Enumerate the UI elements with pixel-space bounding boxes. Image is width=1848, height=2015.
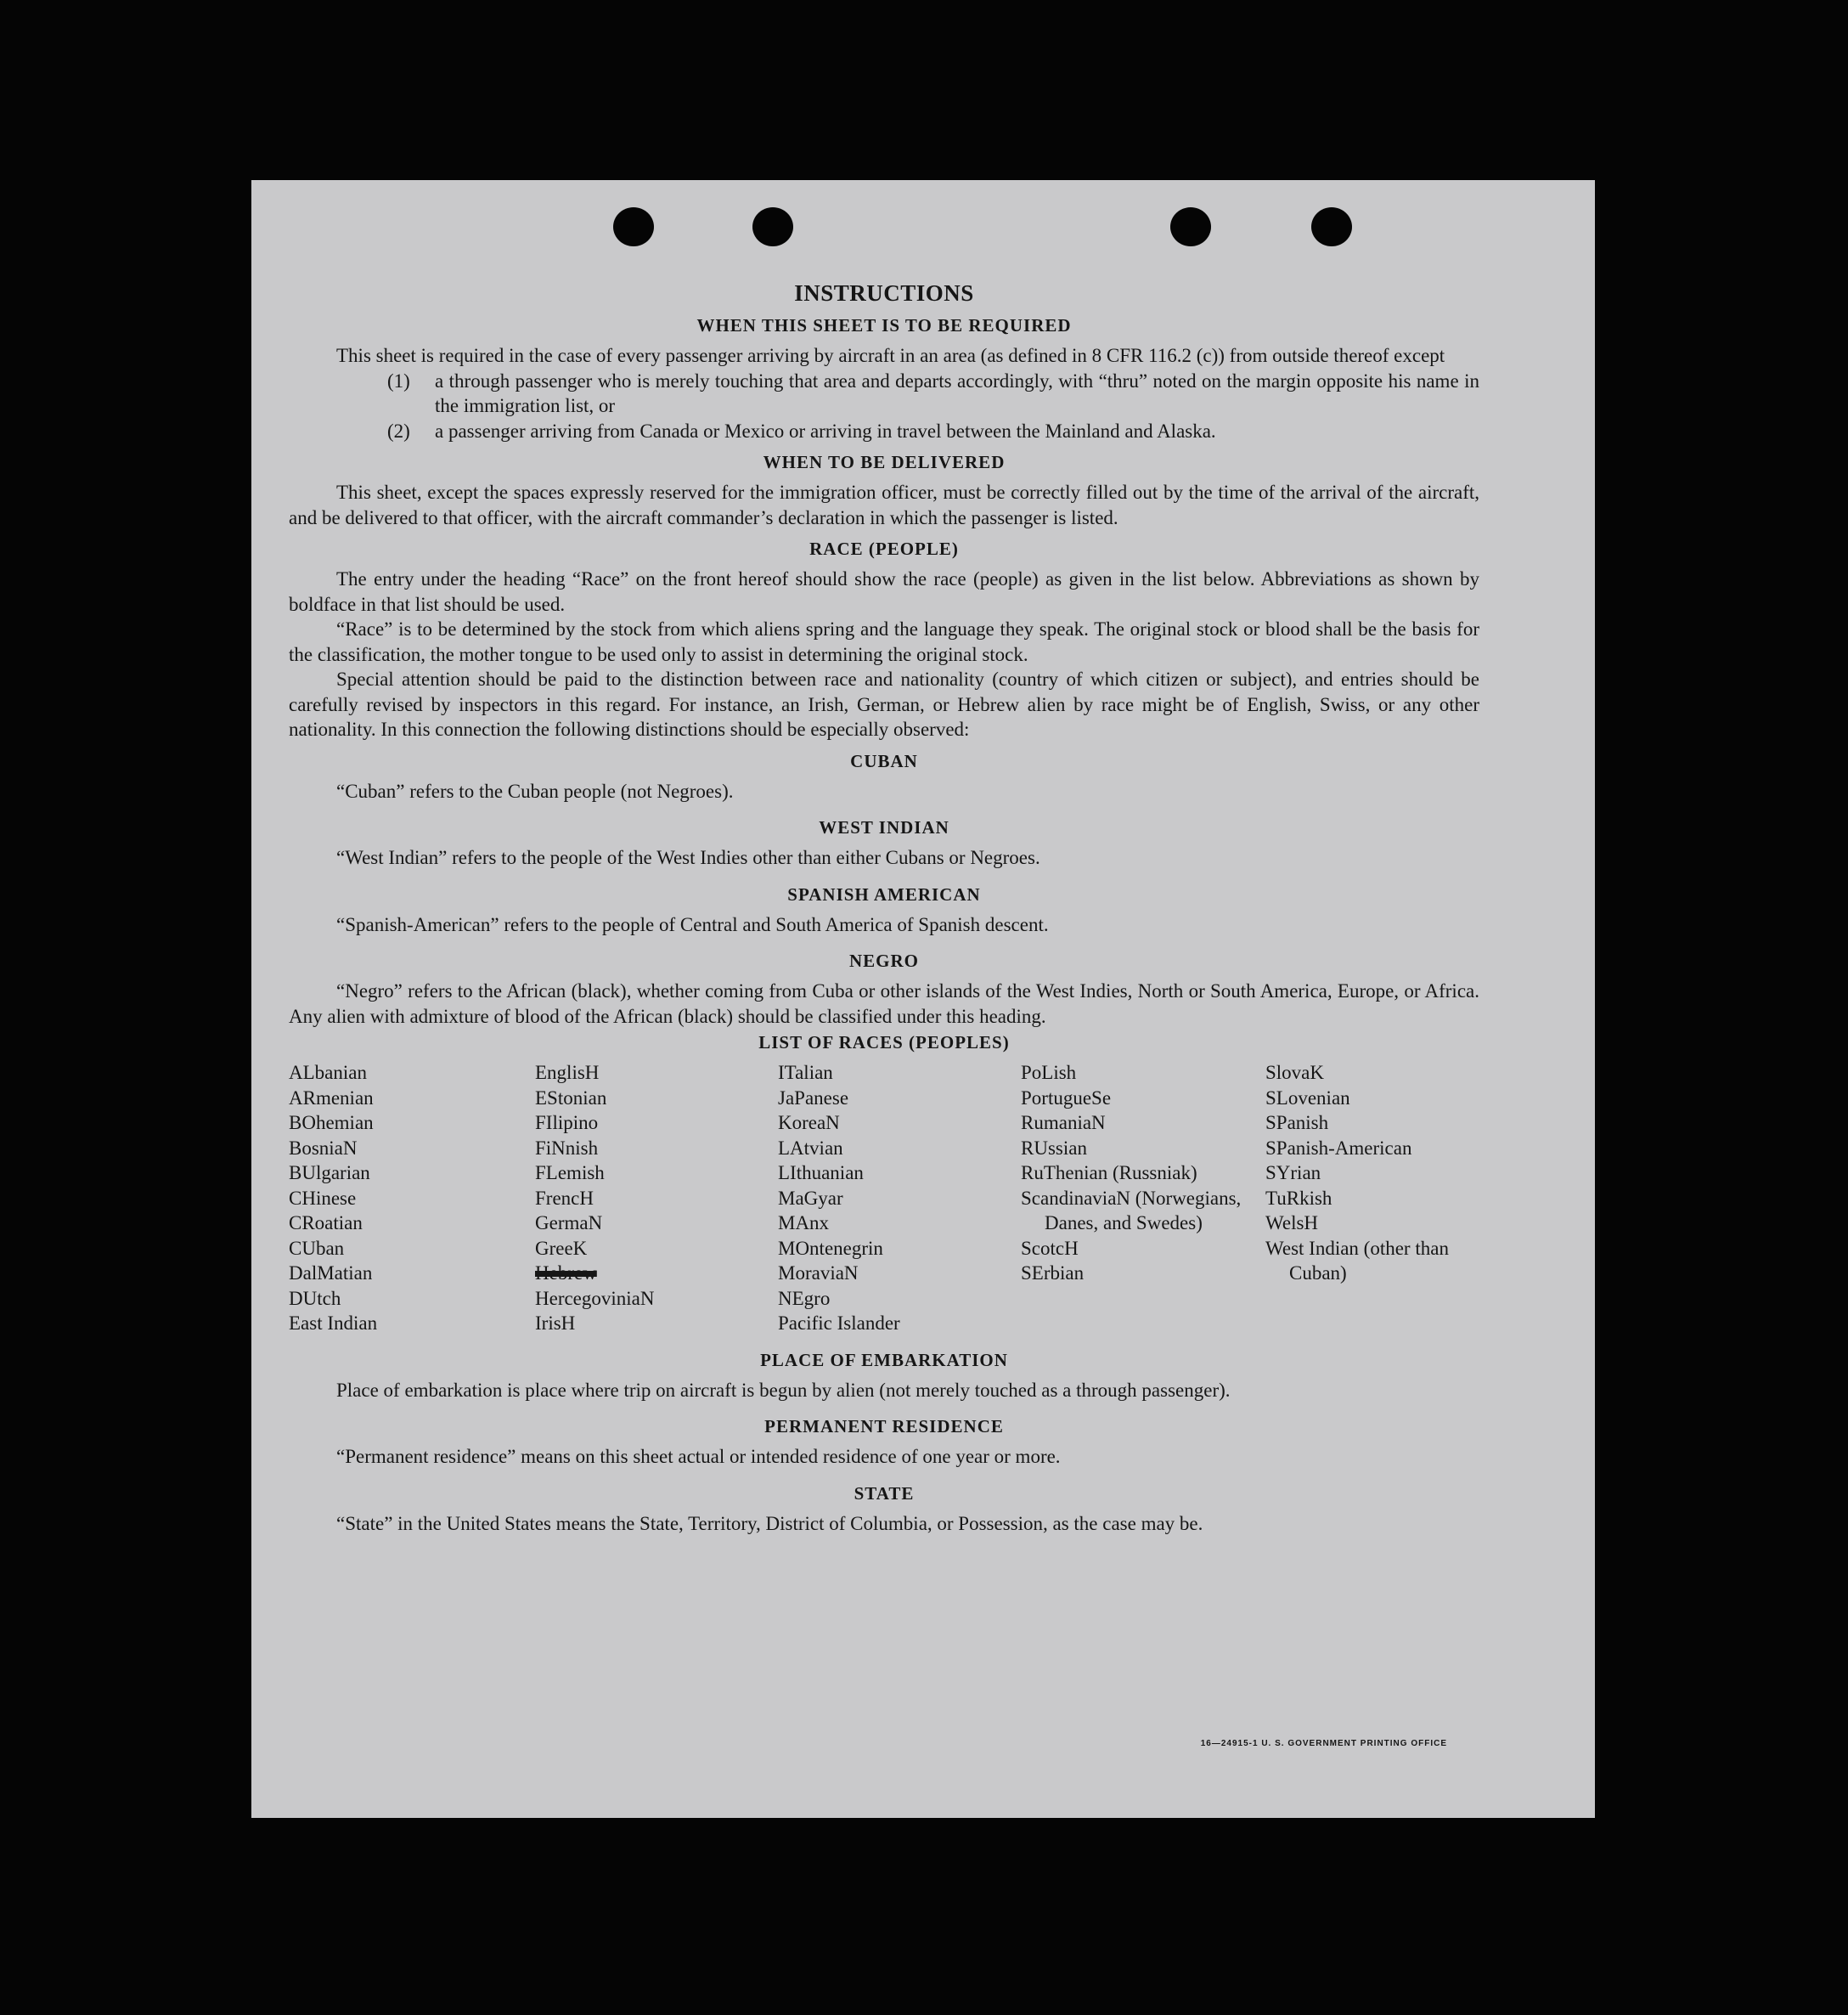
races-column xyxy=(1021,1060,1265,1336)
race-entry: FIlipino xyxy=(535,1112,599,1133)
west-indian-text: “West Indian” refers to the people of the West Indies other than either Cubans or Negroes. xyxy=(336,847,1040,868)
section-heading-negro: NEGRO xyxy=(848,951,919,971)
cuban-text: “Cuban” refers to the Cuban people (not Negroes). xyxy=(336,780,734,802)
race-entry: FLemish xyxy=(535,1162,605,1183)
item-text: a passenger arriving from Canada or Mexico or arriving in travel between the Mainland and Alaska. xyxy=(435,420,1216,442)
section-heading-west-indian: WEST INDIAN xyxy=(819,817,949,838)
race-entry: KoreaN xyxy=(778,1112,840,1133)
race-entry: RuThenian (Russniak) xyxy=(1021,1162,1197,1183)
race-entry-struck: Hebrew xyxy=(535,1262,597,1284)
race-entry: HercegoviniaN xyxy=(535,1287,655,1309)
item-text: a through passenger who is merely touching that area and departs accordingly, with “thru” noted on the margin opposite his name in the immigration list, or xyxy=(435,370,1479,416)
punch-hole xyxy=(1311,207,1352,246)
race-entry: PortugueSe xyxy=(1021,1087,1112,1109)
race-entry: LAtvian xyxy=(778,1137,843,1159)
race-entry: NEgro xyxy=(778,1287,831,1309)
race-entry: BUlgarian xyxy=(289,1162,370,1183)
race-entry: RumaniaN xyxy=(1021,1112,1106,1133)
printing-office-code: 16—24915-1 U. S. GOVERNMENT PRINTING OFFICE xyxy=(1200,1739,1447,1748)
race-entry: GermaN xyxy=(535,1212,603,1233)
race-entry: ScandinaviaN (Norwegians, Danes, and Swedes) xyxy=(1021,1187,1242,1233)
race-entry: DUtch xyxy=(289,1287,341,1309)
races-column xyxy=(289,1060,535,1336)
required-item xyxy=(289,369,1479,419)
race-entry: ScotcH xyxy=(1021,1237,1079,1259)
section-heading-cuban: CUBAN xyxy=(850,750,918,771)
race-entry: MAnx xyxy=(778,1212,830,1233)
section-heading-list: LIST OF RACES (PEOPLES) xyxy=(758,1032,1010,1053)
residence-text: “Permanent residence” means on this sheet actual or intended residence of one year or more. xyxy=(336,1446,1061,1467)
section-heading-embarkation: PLACE OF EMBARKATION xyxy=(760,1349,1008,1370)
race-entry: SlovaK xyxy=(1265,1062,1324,1083)
race-entry: SErbian xyxy=(1021,1262,1085,1284)
race-entry: ITalian xyxy=(778,1062,833,1083)
race-entry: BosniaN xyxy=(289,1137,358,1159)
race-paragraph-2: “Race” is to be determined by the stock from which aliens spring and the language they speak. The original stock or blood shall be the basis for the classification, the mother tongue to be used only to assist in determining the original stock. xyxy=(289,618,1479,665)
race-paragraph-3: Special attention should be paid to the distinction between race and nationality (country of which citizen or subject), and entries should be carefully revised by inspectors in this regard. For instance, an Irish, German, or Hebrew alien by race might be of English, Swiss, or any other nationality. In this connection the following distinctions should be especially observed: xyxy=(289,669,1479,740)
negro-text: “Negro” refers to the African (black), whether coming from Cuba or other islands of the West Indies, North or South America, Europe, or Africa. Any alien with admixture of blood of the African (black) should be classified under this heading. xyxy=(289,980,1479,1027)
races-column xyxy=(1265,1060,1479,1336)
race-entry: IrisH xyxy=(535,1312,576,1334)
required-item xyxy=(289,419,1479,444)
race-entry: ALbanian xyxy=(289,1062,367,1083)
spanish-american-text: “Spanish-American” refers to the people of Central and South America of Spanish descent. xyxy=(336,913,1049,935)
race-entry: DalMatian xyxy=(289,1262,373,1284)
section-heading-spanish-american: SPANISH AMERICAN xyxy=(787,883,981,905)
races-list xyxy=(289,1060,1479,1336)
race-entry: FrencH xyxy=(535,1187,594,1209)
races-column xyxy=(535,1060,778,1336)
race-entry: WelsH xyxy=(1265,1212,1319,1233)
required-intro: This sheet is required in the case of every passenger arriving by aircraft in an area (as defined in 8 CFR 116.2 (c)) from outside thereof except xyxy=(336,345,1445,366)
delivered-text: This sheet, except the spaces expressly reserved for the immigration officer, must be correctly filled out by the time of the arrival of the aircraft, and be delivered to that officer, with the aircraft commander’s declaration in which the passenger is listed. xyxy=(289,482,1479,528)
race-entry: SYrian xyxy=(1265,1162,1321,1183)
race-entry: SPanish-American xyxy=(1265,1137,1412,1159)
item-number: (2) xyxy=(387,420,410,442)
document-page xyxy=(251,180,1595,1818)
race-entry: EnglisH xyxy=(535,1062,600,1083)
page-title: INSTRUCTIONS xyxy=(794,280,974,306)
race-entry: TuRkish xyxy=(1265,1187,1332,1209)
instructions-content xyxy=(289,280,1479,1536)
section-heading-race: RACE (PEOPLE) xyxy=(809,539,959,559)
race-entry: CRoatian xyxy=(289,1212,363,1233)
race-entry: ARmenian xyxy=(289,1087,374,1109)
race-entry: West Indian (other than Cuban) xyxy=(1265,1237,1449,1284)
race-entry: East Indian xyxy=(289,1312,378,1334)
race-entry: GreeK xyxy=(535,1237,588,1259)
punch-hole xyxy=(1170,207,1211,246)
race-entry: MOntenegrin xyxy=(778,1237,883,1259)
race-entry: RUssian xyxy=(1021,1137,1087,1159)
races-column xyxy=(778,1060,1021,1336)
state-text: “State” in the United States means the State, Territory, District of Columbia, or Possession, as the case may be. xyxy=(336,1512,1203,1534)
punch-hole xyxy=(752,207,793,246)
section-heading-required: WHEN THIS SHEET IS TO BE REQUIRED xyxy=(696,315,1072,336)
race-entry: MoraviaN xyxy=(778,1262,859,1284)
race-entry: EStonian xyxy=(535,1087,607,1109)
race-entry: CHinese xyxy=(289,1187,357,1209)
race-entry: PoLish xyxy=(1021,1062,1077,1083)
race-entry: FiNnish xyxy=(535,1137,599,1159)
race-entry: MaGyar xyxy=(778,1187,843,1209)
race-entry: SLovenian xyxy=(1265,1087,1350,1109)
section-heading-state: STATE xyxy=(854,1482,915,1504)
race-entry: JaPanese xyxy=(778,1087,849,1109)
section-heading-delivered: WHEN TO BE DELIVERED xyxy=(763,452,1006,472)
race-entry: BOhemian xyxy=(289,1112,374,1133)
race-paragraph-1: The entry under the heading “Race” on the front hereof should show the race (people) as given in the list below. Abbreviations as shown by boldface in that list should be used. xyxy=(289,568,1479,615)
embarkation-text: Place of embarkation is place where trip on aircraft is begun by alien (not merely touched as a through passenger). xyxy=(336,1379,1231,1401)
section-heading-residence: PERMANENT RESIDENCE xyxy=(764,1416,1004,1436)
race-entry: LIthuanian xyxy=(778,1162,864,1183)
race-entry: Pacific Islander xyxy=(778,1312,900,1334)
punch-hole xyxy=(613,207,654,246)
race-entry: SPanish xyxy=(1265,1112,1329,1133)
race-entry: CUban xyxy=(289,1237,345,1259)
item-number: (1) xyxy=(387,370,410,392)
